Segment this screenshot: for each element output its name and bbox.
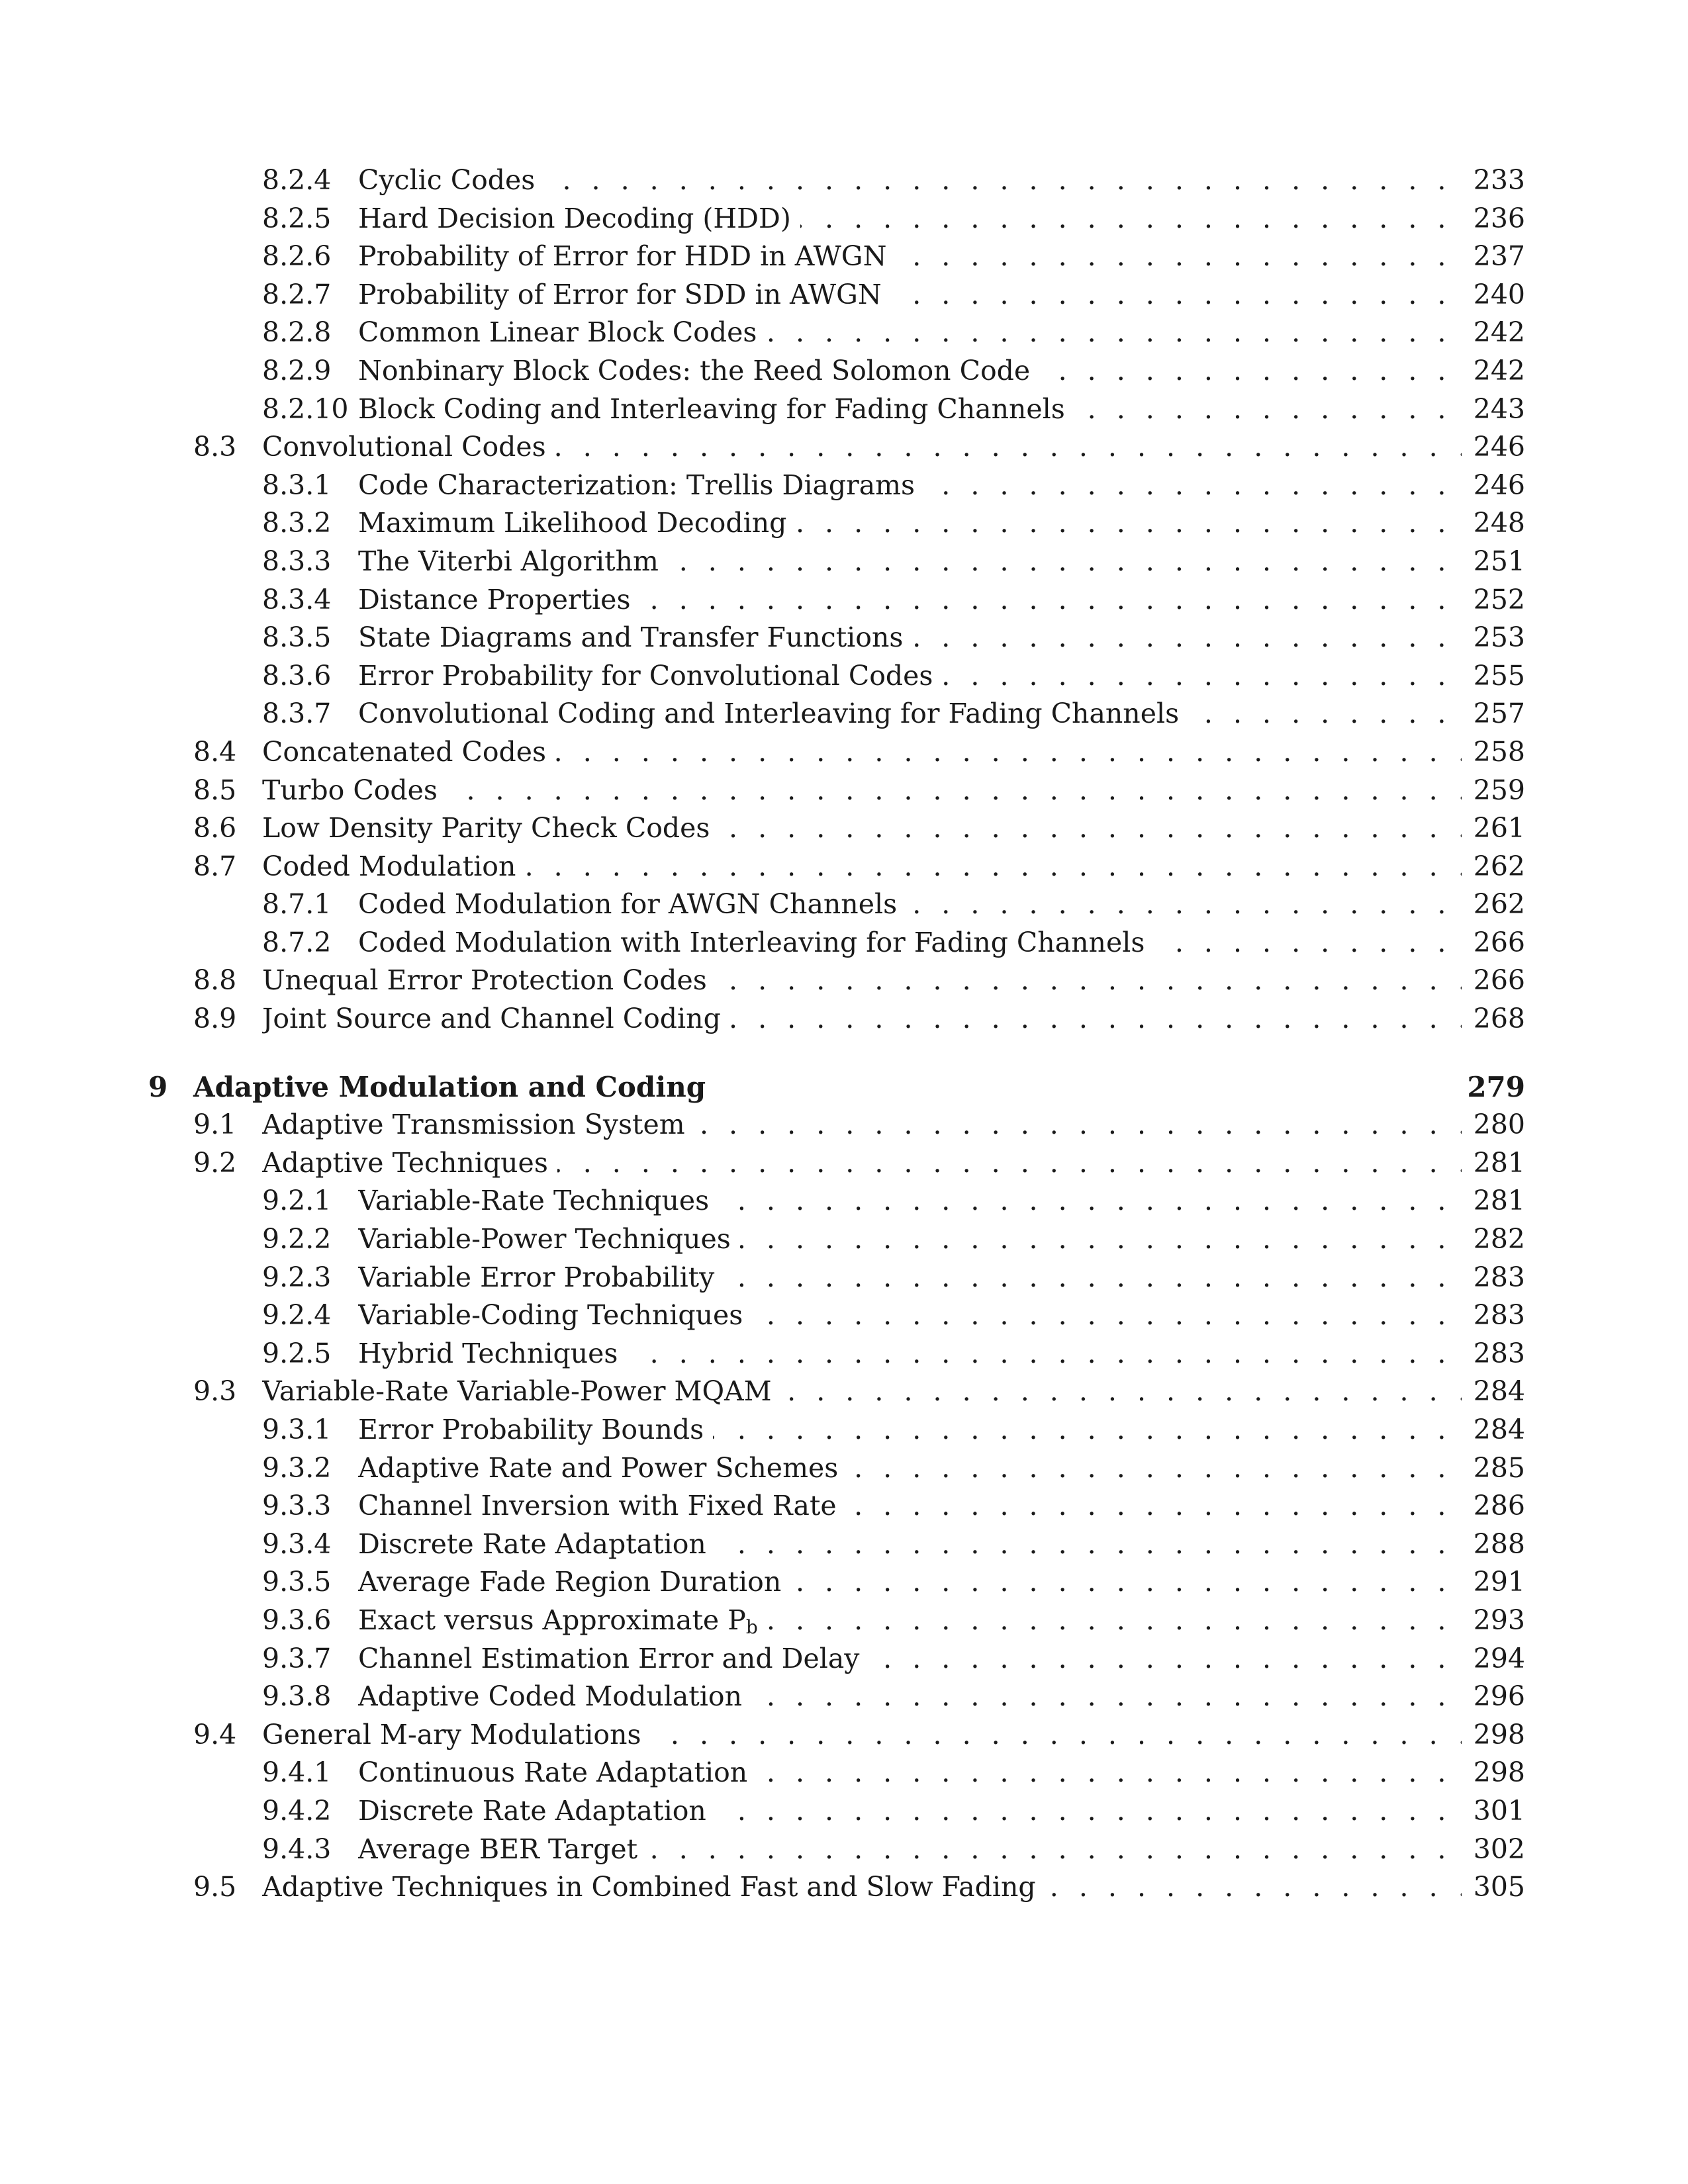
- toc-entry-title-text: Continuous Rate Adaptation: [358, 1756, 748, 1789]
- toc-entry-title-with-leader: [358, 924, 1462, 962]
- toc-entry[interactable]: [148, 1144, 1525, 1183]
- toc-entry-number: 9.2.1: [262, 1185, 332, 1217]
- toc-entry[interactable]: [148, 1563, 1525, 1602]
- toc-entry-title: [262, 1871, 1045, 1903]
- toc-entry[interactable]: [148, 1000, 1525, 1038]
- chapter-number: 9: [148, 1070, 168, 1103]
- toc-entry-page-number: 253: [1466, 619, 1525, 657]
- toc-entry-title-text: Coded Modulation with Interleaving for Fading Channels: [358, 926, 1145, 958]
- toc-entry-page-number: 257: [1466, 695, 1525, 733]
- toc-entry-title-text: Adaptive Techniques in Combined Fast and Slow Fading: [262, 1871, 1036, 1903]
- toc-entry-title: [358, 355, 1039, 387]
- toc-entry-title: [358, 1338, 627, 1369]
- toc-entry-title-with-leader: [358, 1640, 1462, 1678]
- toc-entry-title-text: Hard Decision Decoding (HDD): [358, 202, 791, 234]
- toc-entry-title-with-leader: [358, 1335, 1462, 1373]
- toc-entry[interactable]: [148, 1220, 1525, 1259]
- toc-entry-title-text: Coded Modulation for AWGN Channels: [358, 888, 898, 921]
- toc-entry[interactable]: [148, 1449, 1525, 1488]
- toc-entry-title-text: Variable-Coding Techniques: [358, 1299, 743, 1332]
- toc-entry-title-text: Common Linear Block Codes: [358, 316, 757, 349]
- toc-entry[interactable]: [148, 695, 1525, 733]
- toc-entry-page-number: 233: [1466, 161, 1525, 200]
- toc-entry-title-text: Block Coding and Interleaving for Fading Channels: [358, 392, 1065, 425]
- toc-entry-number: 8.2.7: [262, 278, 332, 310]
- chapter-title: Adaptive Modulation and Coding: [193, 1070, 706, 1103]
- toc-entry-number: 8.2.6: [262, 240, 332, 273]
- toc-entry-page-number: 251: [1466, 543, 1525, 581]
- toc-entry-title-text: Maximum Likelihood Decoding: [358, 507, 787, 539]
- toc-entry-title-text: Code Characterization: Trellis Diagrams: [358, 469, 915, 501]
- chapter-page-number: 279: [1466, 1068, 1525, 1107]
- toc-entry[interactable]: [148, 886, 1525, 924]
- toc-entry[interactable]: [148, 809, 1525, 848]
- toc-entry-page-number: 285: [1466, 1449, 1525, 1488]
- table-of-contents: [148, 161, 1525, 1907]
- toc-entry-number: 8.8: [193, 964, 237, 997]
- toc-entry-page-number: 262: [1466, 886, 1525, 924]
- toc-entry-title-text: Unequal Error Protection Codes: [262, 964, 707, 997]
- toc-entry-title-text: Nonbinary Block Codes: the Reed Solomon Code: [358, 354, 1031, 387]
- toc-entry-page-number: 293: [1466, 1602, 1525, 1640]
- toc-entry-title: [358, 1490, 846, 1522]
- toc-entry-title-with-leader: [262, 1716, 1462, 1754]
- toc-entry-title-with-leader: [262, 1373, 1462, 1411]
- toc-entry-page-number: 242: [1466, 314, 1525, 352]
- toc-entry[interactable]: [148, 1716, 1525, 1754]
- toc-entry-page-number: 259: [1466, 772, 1525, 810]
- toc-entry[interactable]: [148, 619, 1525, 657]
- toc-entry-title: [358, 1414, 713, 1445]
- toc-entry-page-number: 252: [1466, 581, 1525, 619]
- toc-entry-number: 9.5: [193, 1871, 237, 1903]
- toc-entry-number: 9.3: [193, 1375, 237, 1408]
- toc-entry-number: 8.2.4: [262, 164, 332, 196]
- toc-entry-number: 8.5: [193, 774, 237, 806]
- toc-entry-page-number: 248: [1466, 504, 1525, 543]
- toc-entry-title: [358, 1604, 767, 1636]
- toc-entry-title-text: Exact versus Approximate P: [358, 1604, 746, 1636]
- toc-entry-title: [358, 1566, 790, 1598]
- toc-entry-title-with-leader: [262, 1868, 1462, 1907]
- toc-entry-title-with-leader: [358, 390, 1462, 429]
- toc-entry[interactable]: [148, 1411, 1525, 1449]
- toc-entry-number: 8.2.5: [262, 202, 332, 234]
- toc-entry-title-text: Probability of Error for SDD in AWGN: [358, 278, 882, 310]
- toc-entry-title: [358, 1223, 740, 1255]
- toc-entry-number: 9.3.6: [262, 1604, 332, 1636]
- toc-entry[interactable]: [148, 276, 1525, 314]
- toc-entry-title: [358, 584, 639, 615]
- toc-entry-number: 8.3.5: [262, 621, 332, 654]
- toc-entry-title-text: Adaptive Transmission System: [262, 1109, 685, 1141]
- toc-entry-title-text: Error Probability Bounds: [358, 1414, 704, 1445]
- toc-entry-number: 8.9: [193, 1003, 237, 1035]
- toc-entry[interactable]: [148, 428, 1525, 467]
- toc-entry-page-number: 296: [1466, 1678, 1525, 1716]
- toc-entry-title-with-leader: [358, 200, 1462, 238]
- toc-entry-title-with-leader: [262, 962, 1462, 1000]
- toc-entry-title: [358, 240, 896, 272]
- toc-entry-title-subscript: b: [745, 1615, 758, 1638]
- toc-entry-number: 8.3.1: [262, 469, 332, 501]
- toc-entry-title-with-leader: [262, 1000, 1462, 1038]
- toc-entry[interactable]: [148, 1297, 1525, 1335]
- toc-entry-page-number: 242: [1466, 352, 1525, 390]
- toc-entry-number: 9.2.4: [262, 1299, 332, 1332]
- toc-entry-title-with-leader: [358, 886, 1462, 924]
- toc-entry-title-with-leader: [358, 543, 1462, 581]
- toc-entry-number: 9.3.7: [262, 1642, 332, 1674]
- toc-entry-title-with-leader: [358, 1449, 1462, 1488]
- toc-entry-title: [358, 1833, 647, 1865]
- toc-entry-title-text: Probability of Error for HDD in AWGN: [358, 240, 887, 273]
- toc-entry-title-with-leader: [358, 504, 1462, 543]
- toc-entry-number: 8.2.9: [262, 354, 332, 387]
- toc-entry-title-text: Cyclic Codes: [358, 164, 536, 196]
- toc-entry[interactable]: [148, 1678, 1525, 1716]
- toc-entry-title: [358, 1452, 847, 1484]
- toc-block-chapter-9: [148, 1106, 1525, 1906]
- toc-entry-title: [358, 1795, 716, 1827]
- toc-entry-page-number: 294: [1466, 1640, 1525, 1678]
- toc-entry[interactable]: [148, 1373, 1525, 1411]
- toc-entry-page-number: 240: [1466, 276, 1525, 314]
- toc-entry[interactable]: [148, 200, 1525, 238]
- toc-entry-title-with-leader: [358, 1563, 1462, 1602]
- toc-entry-title-with-leader: [358, 276, 1462, 314]
- toc-entry[interactable]: [148, 543, 1525, 581]
- toc-entry-title-with-leader: [262, 809, 1462, 848]
- toc-entry-title-text: Channel Inversion with Fixed Rate: [358, 1490, 837, 1522]
- toc-entry-title: [358, 279, 891, 310]
- toc-entry-title: [262, 774, 447, 806]
- toc-entry-page-number: 298: [1466, 1754, 1525, 1792]
- toc-entry-number: 9.4.1: [262, 1756, 332, 1789]
- toc-entry-number: 8.2.8: [262, 316, 332, 349]
- toc-entry-number: 9.3.8: [262, 1680, 332, 1713]
- toc-entry-title: [358, 660, 942, 692]
- toc-entry-title-text: Adaptive Rate and Power Schemes: [358, 1451, 839, 1484]
- toc-entry-title-with-leader: [358, 1182, 1462, 1220]
- toc-entry[interactable]: [148, 1487, 1525, 1525]
- toc-entry-title: [262, 431, 555, 463]
- toc-entry-title-with-leader: [358, 314, 1462, 352]
- toc-entry-title: [262, 1375, 781, 1407]
- toc-entry-title: [358, 1299, 752, 1331]
- toc-entry-title-with-leader: [262, 428, 1462, 467]
- toc-entry-number: 9.4.2: [262, 1794, 332, 1827]
- toc-entry[interactable]: [148, 467, 1525, 505]
- toc-entry-title-with-leader: [358, 1525, 1462, 1564]
- toc-entry-number: 8.3: [193, 431, 237, 463]
- toc-entry[interactable]: [148, 1259, 1525, 1297]
- toc-entry-title-with-leader: [358, 657, 1462, 696]
- toc-entry-title-text: Convolutional Codes: [262, 431, 546, 463]
- toc-entry[interactable]: [148, 772, 1525, 810]
- toc-entry[interactable]: [148, 1792, 1525, 1831]
- toc-entry-number: 8.7.2: [262, 926, 332, 958]
- toc-entry-title-text: Coded Modulation: [262, 850, 516, 882]
- toc-chapter-heading[interactable]: [148, 1068, 1525, 1107]
- toc-entry-number: 8.2.10: [262, 392, 349, 425]
- toc-entry-page-number: 284: [1466, 1373, 1525, 1411]
- toc-entry-number: 8.3.6: [262, 659, 332, 692]
- toc-block-chapter-8: [148, 161, 1525, 1038]
- toc-entry-page-number: 283: [1466, 1335, 1525, 1373]
- toc-entry-title: [358, 1643, 868, 1674]
- toc-entry-number: 9.4.3: [262, 1833, 332, 1865]
- toc-entry-page-number: 266: [1466, 962, 1525, 1000]
- toc-entry-title-with-leader: [358, 1831, 1462, 1869]
- toc-entry-title-with-leader: [262, 848, 1462, 886]
- toc-entry[interactable]: [148, 733, 1525, 772]
- toc-entry-title: [262, 1109, 694, 1140]
- toc-entry-page-number: 266: [1466, 924, 1525, 962]
- toc-entry-title: [262, 736, 555, 768]
- toc-entry-title: [358, 164, 544, 196]
- toc-entry-title-text: Error Probability for Convolutional Codes: [358, 659, 933, 692]
- toc-entry-title-text: Average Fade Region Duration: [358, 1566, 782, 1598]
- toc-entry-title-text: State Diagrams and Transfer Functions: [358, 621, 904, 654]
- toc-entry[interactable]: [148, 1602, 1525, 1640]
- toc-entry[interactable]: [148, 962, 1525, 1000]
- toc-entry-title-with-leader: [262, 1106, 1462, 1144]
- toc-entry-title-text: General M-ary Modulations: [262, 1718, 641, 1751]
- toc-entry-title-text: Variable-Rate Variable-Power MQAM: [262, 1375, 772, 1408]
- toc-entry-title-with-leader: [262, 1144, 1462, 1183]
- toc-entry-title: [262, 850, 525, 882]
- toc-entry-title: [358, 698, 1188, 729]
- toc-entry-title: [358, 545, 668, 577]
- toc-entry-page-number: 281: [1466, 1144, 1525, 1183]
- toc-entry-title: [358, 621, 912, 653]
- toc-entry-title: [358, 927, 1154, 958]
- toc-entry-title-with-leader: [358, 1602, 1462, 1640]
- toc-entry[interactable]: [148, 1640, 1525, 1678]
- toc-entry-title-text: Variable-Rate Techniques: [358, 1185, 710, 1217]
- toc-entry[interactable]: [148, 390, 1525, 429]
- toc-entry-title-text: Hybrid Techniques: [358, 1337, 618, 1369]
- toc-entry-page-number: 261: [1466, 809, 1525, 848]
- toc-entry-page-number: 284: [1466, 1411, 1525, 1449]
- toc-entry-number: 9.3.3: [262, 1490, 332, 1522]
- toc-entry-title-text: Adaptive Techniques: [262, 1146, 548, 1179]
- toc-entry-page-number: 291: [1466, 1563, 1525, 1602]
- toc-entry-page-number: 280: [1466, 1106, 1525, 1144]
- toc-entry-title-with-leader: [358, 1678, 1462, 1716]
- toc-entry-page-number: 243: [1466, 390, 1525, 429]
- toc-entry-page-number: 283: [1466, 1297, 1525, 1335]
- toc-entry-title-with-leader: [358, 1220, 1462, 1259]
- toc-entry-number: 9.1: [193, 1109, 237, 1141]
- toc-entry-number: 9.2.3: [262, 1261, 332, 1293]
- toc-entry-title-with-leader: [358, 352, 1462, 390]
- toc-entry-number: 9.3.5: [262, 1566, 332, 1598]
- toc-entry-page-number: 301: [1466, 1792, 1525, 1831]
- toc-entry-title-text: Variable Error Probability: [358, 1261, 715, 1293]
- toc-entry[interactable]: [148, 1335, 1525, 1373]
- toc-entry-title-text: Low Density Parity Check Codes: [262, 812, 710, 844]
- toc-entry-title-text: Average BER Target: [358, 1833, 638, 1865]
- toc-entry-title: [358, 203, 800, 234]
- toc-entry-title-with-leader: [358, 238, 1462, 276]
- toc-entry-title-text: Adaptive Coded Modulation: [358, 1680, 742, 1713]
- toc-entry-title-text: Joint Source and Channel Coding: [262, 1003, 721, 1035]
- toc-entry-title-with-leader: [358, 1754, 1462, 1792]
- toc-entry[interactable]: [148, 504, 1525, 543]
- toc-entry-page-number: 246: [1466, 467, 1525, 505]
- toc-entry-number: 9.3.1: [262, 1414, 332, 1445]
- toc-entry[interactable]: [148, 1868, 1525, 1907]
- toc-entry-page-number: 258: [1466, 733, 1525, 772]
- toc-entry-number: 9.3.2: [262, 1451, 332, 1484]
- toc-entry-number: 8.3.7: [262, 698, 332, 730]
- toc-entry-number: 8.4: [193, 735, 237, 768]
- toc-entry-title-with-leader: [262, 772, 1462, 810]
- toc-entry[interactable]: [148, 238, 1525, 276]
- toc-entry-page-number: 298: [1466, 1716, 1525, 1754]
- toc-entry-title-text: Distance Properties: [358, 583, 631, 615]
- toc-entry-title-text: Turbo Codes: [262, 774, 438, 806]
- toc-entry[interactable]: [148, 161, 1525, 200]
- toc-entry-number: 8.3.2: [262, 507, 332, 539]
- toc-entry-title: [358, 469, 924, 501]
- toc-entry-title-with-leader: [358, 161, 1462, 200]
- toc-entry-title-text: Discrete Rate Adaptation: [358, 1794, 706, 1827]
- toc-entry-title-with-leader: [358, 1297, 1462, 1335]
- toc-entry-title: [358, 1185, 718, 1216]
- toc-entry-page-number: 282: [1466, 1220, 1525, 1259]
- toc-entry[interactable]: [148, 352, 1525, 390]
- toc-entry-title-text: Discrete Rate Adaptation: [358, 1527, 706, 1560]
- toc-entry-page-number: 255: [1466, 657, 1525, 696]
- toc-entry-number: 8.3.4: [262, 583, 332, 615]
- toc-entry-title: [358, 316, 766, 348]
- toc-entry-number: 9.2.5: [262, 1337, 332, 1369]
- toc-entry[interactable]: [148, 924, 1525, 962]
- toc-entry-title-text: Concatenated Codes: [262, 735, 547, 768]
- toc-entry-title: [358, 1756, 757, 1788]
- toc-entry-page-number: 237: [1466, 238, 1525, 276]
- toc-entry-number: 8.6: [193, 812, 237, 844]
- toc-entry-page-number: 283: [1466, 1259, 1525, 1297]
- toc-entry-title: [358, 1261, 724, 1293]
- toc-entry-page-number: 246: [1466, 428, 1525, 467]
- toc-entry-number: 9.2.2: [262, 1223, 332, 1255]
- toc-entry-page-number: 302: [1466, 1831, 1525, 1869]
- toc-entry-title-with-leader: [262, 733, 1462, 772]
- toc-entry-title-with-leader: [358, 695, 1462, 733]
- toc-entry[interactable]: [148, 1831, 1525, 1869]
- toc-entry[interactable]: [148, 1525, 1525, 1564]
- toc-entry[interactable]: [148, 1182, 1525, 1220]
- toc-entry-title-with-leader: [358, 1411, 1462, 1449]
- toc-entry-title: [358, 507, 796, 539]
- toc-entry-number: 8.7.1: [262, 888, 332, 921]
- toc-entry-title: [262, 1003, 730, 1034]
- toc-entry-title-with-leader: [358, 1259, 1462, 1297]
- toc-entry-page-number: 288: [1466, 1525, 1525, 1564]
- toc-entry[interactable]: [148, 657, 1525, 696]
- toc-entry-title: [358, 1528, 716, 1560]
- toc-entry-title-with-leader: [358, 1487, 1462, 1525]
- toc-entry-page-number: 268: [1466, 1000, 1525, 1038]
- toc-entry-title: [262, 1147, 557, 1179]
- toc-entry-page-number: 286: [1466, 1487, 1525, 1525]
- toc-entry-number: 8.7: [193, 850, 237, 882]
- toc-entry-title: [358, 393, 1074, 425]
- toc-entry[interactable]: [148, 1106, 1525, 1144]
- toc-entry-page-number: 305: [1466, 1868, 1525, 1907]
- toc-entry-title: [262, 1719, 651, 1751]
- toc-entry-title-text: Convolutional Coding and Interleaving for Fading Channels: [358, 698, 1180, 730]
- toc-entry[interactable]: [148, 1754, 1525, 1792]
- toc-entry-number: 8.3.3: [262, 545, 332, 577]
- toc-entry-title: [358, 1680, 751, 1712]
- toc-entry-title-with-leader: [358, 581, 1462, 619]
- toc-entry-number: 9.2: [193, 1146, 237, 1179]
- toc-entry-title-text: The Viterbi Algorithm: [358, 545, 659, 577]
- toc-entry[interactable]: [148, 848, 1525, 886]
- toc-entry[interactable]: [148, 314, 1525, 352]
- toc-entry-page-number: 262: [1466, 848, 1525, 886]
- toc-entry-page-number: 281: [1466, 1182, 1525, 1220]
- toc-entry-title: [262, 964, 716, 996]
- toc-entry-title: [262, 812, 719, 844]
- toc-entry-title-text: Channel Estimation Error and Delay: [358, 1642, 860, 1674]
- toc-entry[interactable]: [148, 581, 1525, 619]
- toc-entry-title-with-leader: [358, 467, 1462, 505]
- toc-entry-title-with-leader: [358, 619, 1462, 657]
- toc-entry-title: [358, 888, 906, 920]
- toc-entry-number: 9.4: [193, 1718, 237, 1751]
- toc-entry-title-with-leader: [358, 1792, 1462, 1831]
- toc-entry-page-number: 236: [1466, 200, 1525, 238]
- toc-entry-number: 9.3.4: [262, 1527, 332, 1560]
- toc-entry-title-text: Variable-Power Techniques: [358, 1223, 731, 1255]
